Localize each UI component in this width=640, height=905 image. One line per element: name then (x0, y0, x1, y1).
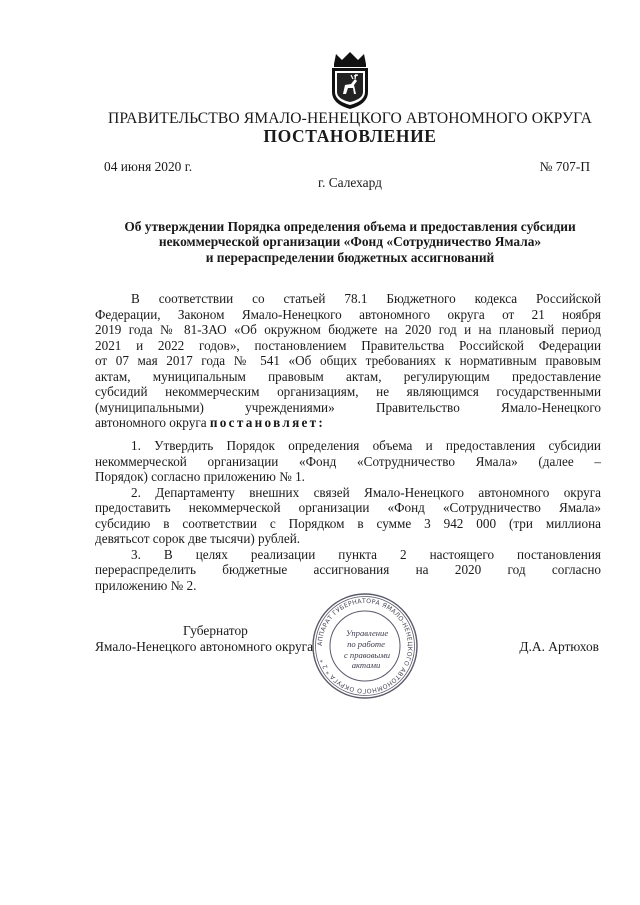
preamble-line: (муниципальными) учреждениями» Правительство Ямало-Ненецкого (95, 400, 601, 415)
preamble-line: В соответствии со статьей 78.1 Бюджетного кодекса Российской (131, 291, 601, 306)
preamble-line: субсидий некоммерческим организациям, не являющимся государственными (95, 384, 601, 399)
signer-title: Губернатор (183, 623, 248, 638)
preamble-line: от 07 мая 2017 года № 541 «Об общих требованиях к нормативным правовым (95, 353, 601, 368)
preamble-line: 2019 года № 81-ЗАО «Об окружном бюджете на 2020 год и на плановый период (95, 322, 601, 337)
official-seal-stamp (311, 592, 419, 700)
title-line: и перераспределении бюджетных ассигнований (205, 249, 495, 265)
resolves-keyword: постановляет: (209, 415, 326, 430)
seal-ring-text: АППАРАТ ГУБЕРНАТОРА ЯМАЛО-НЕНЕЦКОГО АВТОНОМНОГО ОКРУГА * 2 * (316, 597, 414, 695)
government-name: ПРАВИТЕЛЬСТВО ЯМАЛО-НЕНЕЦКОГО АВТОНОМНОГО ОКРУГА (108, 110, 592, 127)
item-1-line: некоммерческой организации «Фонд «Сотрудничество Ямала» (далее – (95, 454, 601, 469)
preamble-line: Федерации, Законом Ямало-Ненецкого автономного округа от 21 ноября (95, 307, 601, 322)
item-1-line: Порядок) согласно приложению № 1. (95, 469, 305, 484)
item-1-line: 1. Утвердить Порядок определения объема и предоставления субсидии (131, 438, 601, 453)
item-3-line: перераспределить бюджетные ассигнования на 2020 год согласно (95, 562, 601, 577)
signer-name: Д.А. Артюхов (519, 639, 599, 654)
preamble-text: автономного округа (95, 415, 207, 430)
item-2-line: девятьсот сорок две тысячи) рублей. (95, 531, 301, 546)
document-number: № 707-П (539, 159, 590, 174)
title-line: некоммерческой организации «Фонд «Сотрудничество Ямала» (158, 234, 542, 250)
item-3-line: приложению № 2. (95, 578, 197, 593)
item-2-line: субсидию в соответствии с Порядком в сумме 3 942 000 (три миллиона (95, 516, 601, 531)
signer-organization: Ямало-Ненецкого автономного округа (95, 639, 314, 654)
item-2-line: предоставить некоммерческой организации «Фонд «Сотрудничество Ямала» (95, 500, 601, 515)
item-2-line: 2. Департаменту внешних связей Ямало-Ненецкого автономного округа (131, 485, 601, 500)
document-date: 04 июня 2020 г. (104, 159, 193, 174)
preamble-line: 2021 и 2022 годов», постановлением Правительства Российской Федерации (95, 338, 601, 353)
seal-center-line: Управление (345, 628, 389, 638)
seal-center-line: актами (351, 660, 381, 670)
title-line: Об утверждении Порядка определения объема и предоставления субсидии (124, 219, 576, 234)
coat-of-arms-emblem (329, 52, 371, 110)
document-type: ПОСТАНОВЛЕНИЕ (263, 126, 437, 146)
document-title (100, 219, 600, 265)
seal-center-line: с правовыми (343, 650, 391, 660)
item-3-line: 3. В целях реализации пункта 2 настоящего постановления (131, 547, 601, 562)
preamble-line (95, 415, 601, 430)
document-city: г. Салехард (318, 175, 382, 190)
seal-center-line: по работе (347, 639, 385, 649)
preamble-line: актам, муниципальным правовым актам, регулирующим предоставление (95, 369, 601, 384)
